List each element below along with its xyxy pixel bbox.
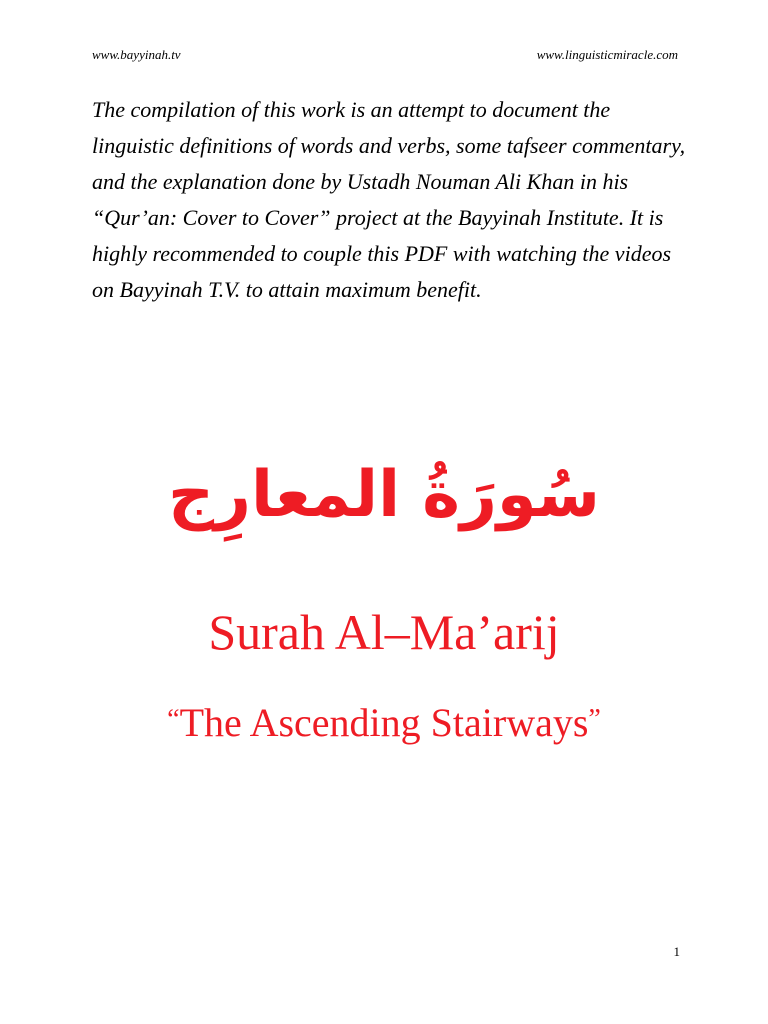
- surah-subtitle: [0, 692, 768, 751]
- intro-paragraph: The compilation of this work is an attempt to document the linguistic definitions of words and verbs, some tafseer commentary, and the explanation done by Ustadh Nouman Ali Khan in his “Qur’an: Cover to Cover” project at the Bayyinah Institute. It is highly recommended to couple this PDF with watching the videos on Bayyinah T.V. to attain maximum benefit.: [92, 97, 686, 302]
- english-surah-title: Surah Al–Ma’arij: [208, 604, 560, 660]
- subtitle-close-quote: ”: [588, 704, 601, 735]
- header-left-url: www.bayyinah.tv: [92, 47, 181, 62]
- subtitle-text: The Ascending Stairways: [179, 700, 589, 745]
- page-number: 1: [673, 944, 680, 959]
- header-right-url: www.linguisticmiracle.com: [536, 47, 678, 62]
- arabic-surah-title: سُورَةُ المعارِج: [168, 458, 600, 532]
- subtitle-open-quote: “: [167, 704, 180, 735]
